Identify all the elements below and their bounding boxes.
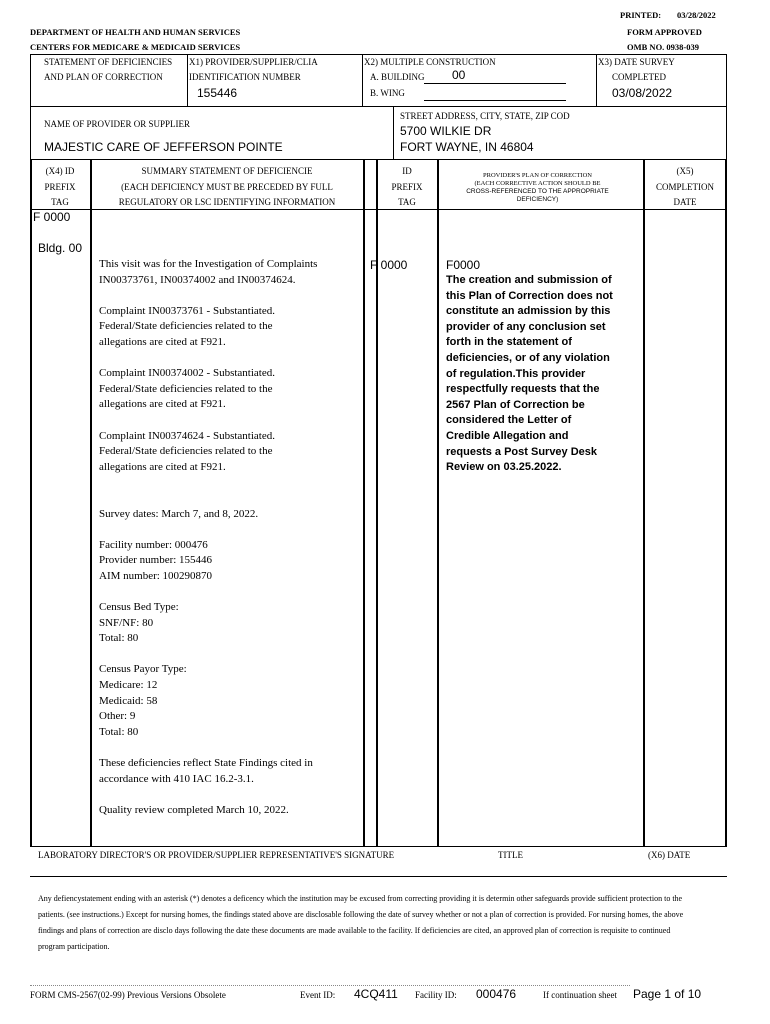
signature-label: LABORATORY DIRECTOR'S OR PROVIDER/SUPPLIER REPRESENTATIVE'S SIGNATURE (38, 850, 395, 860)
statement-label: STATEMENT OF DEFICIENCIES (44, 57, 173, 67)
building-tag: Bldg. 00 (38, 241, 83, 255)
top-box-right-border (726, 54, 727, 106)
id-prefix-label: PREFIX (391, 182, 423, 192)
body-left-border (30, 159, 32, 846)
wing-label: B. WING (370, 88, 405, 98)
top-box-left-border (30, 54, 31, 106)
date-survey-label: X3) DATE SURVEY (598, 57, 675, 67)
provider-box-bottom-border (30, 159, 726, 160)
street-address: 5700 WILKIE DR (400, 124, 492, 138)
survey-date-value: 03/08/2022 (612, 86, 673, 100)
signature-top-border (30, 846, 727, 847)
building-underline (424, 83, 566, 84)
completion-label: COMPLETION (656, 182, 714, 192)
multiple-construction-label: X2) MULTIPLE CONSTRUCTION (364, 57, 496, 67)
provider-box-left-border (30, 106, 31, 159)
signature-bottom-border (30, 876, 727, 877)
provider-id-value: 155446 (197, 86, 238, 100)
column-header-bottom-border (30, 209, 726, 210)
column-divider (363, 159, 365, 846)
date-label: DATE (673, 197, 697, 207)
form-number: FORM CMS-2567(02-99) Previous Versions Obsolete (30, 990, 226, 1000)
provider-name-label: NAME OF PROVIDER OR SUPPLIER (44, 119, 191, 129)
completed-label: COMPLETED (612, 72, 666, 82)
omb-number: OMB NO. 0938-039 (627, 42, 700, 52)
wing-underline (424, 100, 566, 101)
building-value: 00 (452, 68, 466, 82)
poc-subheader: (EACH CORRECTIVE ACTION SHOULD BE (474, 180, 601, 187)
printed-label: PRINTED: (620, 10, 662, 20)
column-divider (643, 159, 645, 846)
plan-of-correction-text: The creation and submission of this Plan of Correction does not constitute an admission by this provider of any conclusion set forth in the statement of deficiencies, or of any violation of regulation.This provider respectfully requests that the 2567 Plan of Correction be considered the Letter of Credible Allegation and requests a Post Survey Desk Review on 03.25.2022. (446, 274, 613, 474)
top-border (30, 54, 726, 55)
street-address-label: STREET ADDRESS, CITY, STATE, ZIP COD (400, 111, 570, 121)
column-divider (90, 159, 92, 846)
disclosure-notice: Any defiencystatement ending with an asterisk (*) denotes a deficency which the institution may be excused from correcting providing it is determin other safeguards provide sufficient protection to the patients. (see instructions.) Except for nursing homes, the findings stated above are disclosable following the date of survey whether or not a plan of correction is provided. For nursing homes, the above findings and plans of correction are disclo days following the date these documents are made available to the facility. If deficiencies are cited, an approved plan of correction is requisite to continued program participation. (38, 894, 684, 951)
identification-number-label: IDENTIFICATION NUMBER (189, 72, 301, 82)
tag-mid: F 0000 (370, 258, 408, 272)
footer-divider (30, 985, 630, 986)
divider (393, 106, 394, 159)
event-id-label: Event ID: (300, 990, 336, 1000)
event-id-value: 4CQ411 (354, 987, 398, 1001)
signature-date-label: (X6) DATE (648, 850, 691, 860)
printed-date: 03/28/2022 (677, 10, 716, 20)
top-box-bottom-border (30, 106, 726, 107)
provider-name: MAJESTIC CARE OF JEFFERSON POINTE (44, 140, 283, 154)
id-label: ID (402, 166, 412, 176)
poc-header: PROVIDER'S PLAN OF CORRECTION (483, 172, 592, 179)
provider-box-right-border (726, 106, 727, 159)
x4-prefix-label: PREFIX (44, 182, 76, 192)
facility-id-value: 000476 (476, 987, 517, 1001)
poc-subheader: DEFICIENCY) (516, 196, 559, 203)
city-state-zip: FORT WAYNE, IN 46804 (400, 140, 534, 154)
divider (362, 54, 363, 106)
column-divider (437, 159, 439, 846)
body-right-border (725, 159, 727, 846)
x5-label: (X5) (676, 166, 694, 176)
title-label: TITLE (498, 850, 523, 860)
tag-left: F 0000 (33, 210, 71, 224)
provider-clia-label: X1) PROVIDER/SUPPLIER/CLIA (189, 57, 318, 67)
summary-header: SUMMARY STATEMENT OF DEFICIENCIE (141, 166, 313, 176)
poc-tag: F0000 (446, 258, 481, 272)
summary-subheader: (EACH DEFICIENCY MUST BE PRECEDED BY FULL (121, 182, 333, 192)
centers-title: CENTERS FOR MEDICARE & MEDICAID SERVICES (30, 42, 241, 52)
facility-id-label: Facility ID: (415, 990, 457, 1000)
summary-subheader: REGULATORY OR LSC IDENTIFYING INFORMATION (118, 197, 336, 207)
page-number: Page 1 of 10 (633, 987, 702, 1001)
building-label: A. BUILDING (370, 72, 425, 82)
continuation-label: If continuation sheet (543, 990, 617, 1000)
x4-tag-label: TAG (51, 197, 69, 207)
plan-label: AND PLAN OF CORRECTION (44, 72, 163, 82)
x4-id-label: (X4) ID (45, 166, 75, 176)
summary-statement: This visit was for the Investigation of Complaints IN00373761, IN00374002 and IN00374624. Complaint IN00373761 - Substantiated. Federal/State deficiencies related to the allegations are cited at F921. Complaint IN00374002 - Substantiated. Federal/State deficiencies related to the allegations are cited at F921. Complaint IN00374624 - Substantiated. Federal/State deficiencies related to the allegations are cited at F921. Survey dates: March 7, and 8, 2022. Facility number: 000476 Provider number: 155446 AIM number: 100290870 Census Bed Type: SNF/NF: 80 Total: 80 Census Payor Type: Medicare: 12 Medicaid: 58 Other: 9 Total: 80 These deficiencies reflect State Findings cited in accordance with 410 IAC 16.2-3.1. Quality review completed March 10, 2022. (99, 258, 318, 816)
form-approved: FORM APPROVED (627, 27, 702, 37)
id-tag-label: TAG (398, 197, 416, 207)
divider (187, 54, 188, 106)
divider (596, 54, 597, 106)
poc-subheader: CROSS-REFERENCED TO THE APPROPRIATE (466, 188, 609, 195)
department-title: DEPARTMENT OF HEALTH AND HUMAN SERVICES (30, 27, 241, 37)
